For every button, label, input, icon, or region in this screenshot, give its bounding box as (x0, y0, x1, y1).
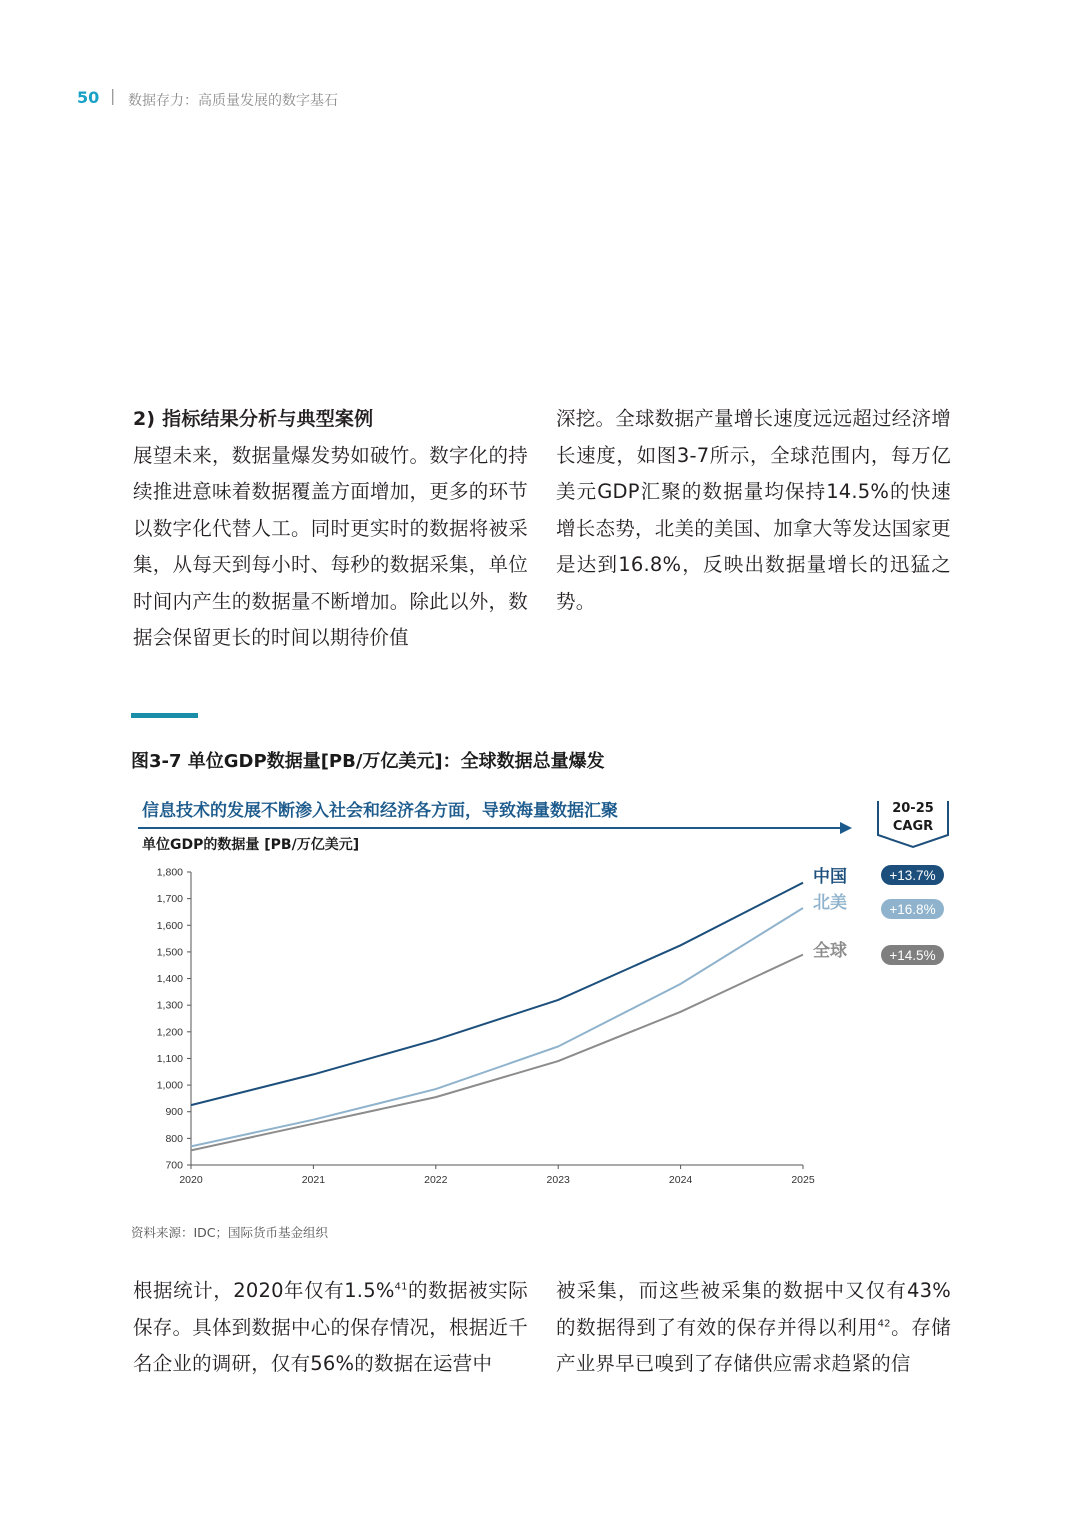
x-tick-label: 2020 (179, 1174, 203, 1186)
figure-rule (131, 713, 198, 718)
y-tick-label: 1,000 (156, 1079, 183, 1092)
cagr-value: +14.5% (889, 948, 936, 963)
y-tick-label: 1,200 (156, 1026, 183, 1039)
y-tick-label: 1,800 (156, 866, 183, 879)
right-text-a: 被采集，而这些被采集的数据中又仅有43%的数据得到了有效的保存并得以利用 (556, 1279, 951, 1339)
right-column (556, 401, 951, 620)
line-chart (120, 785, 960, 1195)
figure-title: 图3-7 单位GDP数据量[PB/万亿美元]：全球数据总量爆发 (131, 751, 605, 772)
cagr-value: +13.7% (889, 868, 936, 883)
y-tick-label: 1,700 (156, 893, 183, 906)
footnote-ref-41: 41 (394, 1281, 408, 1293)
left-column (133, 401, 528, 657)
footnote-ref-42: 42 (877, 1318, 891, 1329)
series-line (191, 908, 803, 1146)
series-label: 北美 (813, 893, 847, 913)
series-line (191, 883, 803, 1105)
x-tick-label: 2024 (668, 1174, 693, 1186)
y-axis-label: 单位GDP的数据量 [PB/万亿美元] (142, 837, 360, 853)
left-column-2 (133, 1273, 528, 1383)
right-paragraph-2 (556, 1273, 951, 1383)
header-separator: | (110, 86, 116, 105)
running-title: 数据存力：高质量发展的数字基石 (128, 93, 338, 109)
series-line (191, 955, 803, 1151)
section-heading: 2) 指标结果分析与典型案例 (133, 408, 374, 430)
cagr-header-period: 20-25 (892, 801, 934, 816)
cagr-header-label: CAGR (892, 819, 934, 834)
y-tick-label: 800 (165, 1132, 183, 1145)
banner-arrow-head (840, 822, 852, 834)
series-label: 全球 (813, 941, 847, 961)
left-paragraph: 展望未来，数据量爆发势如破竹。数字化的持续推进意味着数据覆盖方面增加，更多的环节以数字化代替人工。同时更实时的数据将被采集，从每天到每小时、每秒的数据采集，单位时间内产生的数据量不断增加。除此以外，数据会保留更长的时间以期待价值 (133, 443, 528, 649)
y-tick-label: 1,500 (156, 946, 183, 959)
y-tick-label: 700 (165, 1159, 183, 1172)
right-column-2 (556, 1273, 951, 1383)
x-tick-label: 2021 (301, 1174, 326, 1186)
x-tick-label: 2025 (791, 1174, 815, 1186)
y-tick-label: 1,600 (156, 919, 183, 932)
y-tick-label: 1,400 (156, 973, 183, 986)
y-tick-label: 1,300 (156, 999, 183, 1012)
x-tick-label: 2023 (546, 1174, 570, 1186)
left-text-b: 的数据被实际保存。具体到数据中心的保存情况，根据近千名企业的调研，仅有56%的数据在运营中 (133, 1279, 528, 1375)
left-paragraph-2 (133, 1273, 528, 1383)
y-tick-label: 1,100 (156, 1052, 183, 1065)
chart-banner: 信息技术的发展不断渗入社会和经济各方面，导致海量数据汇聚 (142, 801, 618, 821)
left-text-a: 根据统计，2020年仅有1.5% (133, 1279, 395, 1302)
figure-source: 资料来源：IDC；国际货币基金组织 (131, 1225, 329, 1240)
y-tick-label: 900 (165, 1106, 183, 1119)
series-label: 中国 (813, 867, 847, 887)
right-paragraph: 深挖。全球数据产量增长速度远远超过经济增长速度，如图3-7所示，全球范围内，每万亿美元GDP汇聚的数据量均保持14.5%的快速增长态势，北美的美国、加拿大等发达国家更是达到16.8%，反映出数据量增长的迅猛之势。 (556, 407, 951, 613)
right-text-b: 。存储产业界早已嗅到了存储供应需求趋紧的信 (556, 1315, 951, 1375)
x-tick-label: 2022 (424, 1174, 448, 1186)
page-number: 50 (77, 88, 100, 107)
cagr-value: +16.8% (889, 902, 936, 917)
